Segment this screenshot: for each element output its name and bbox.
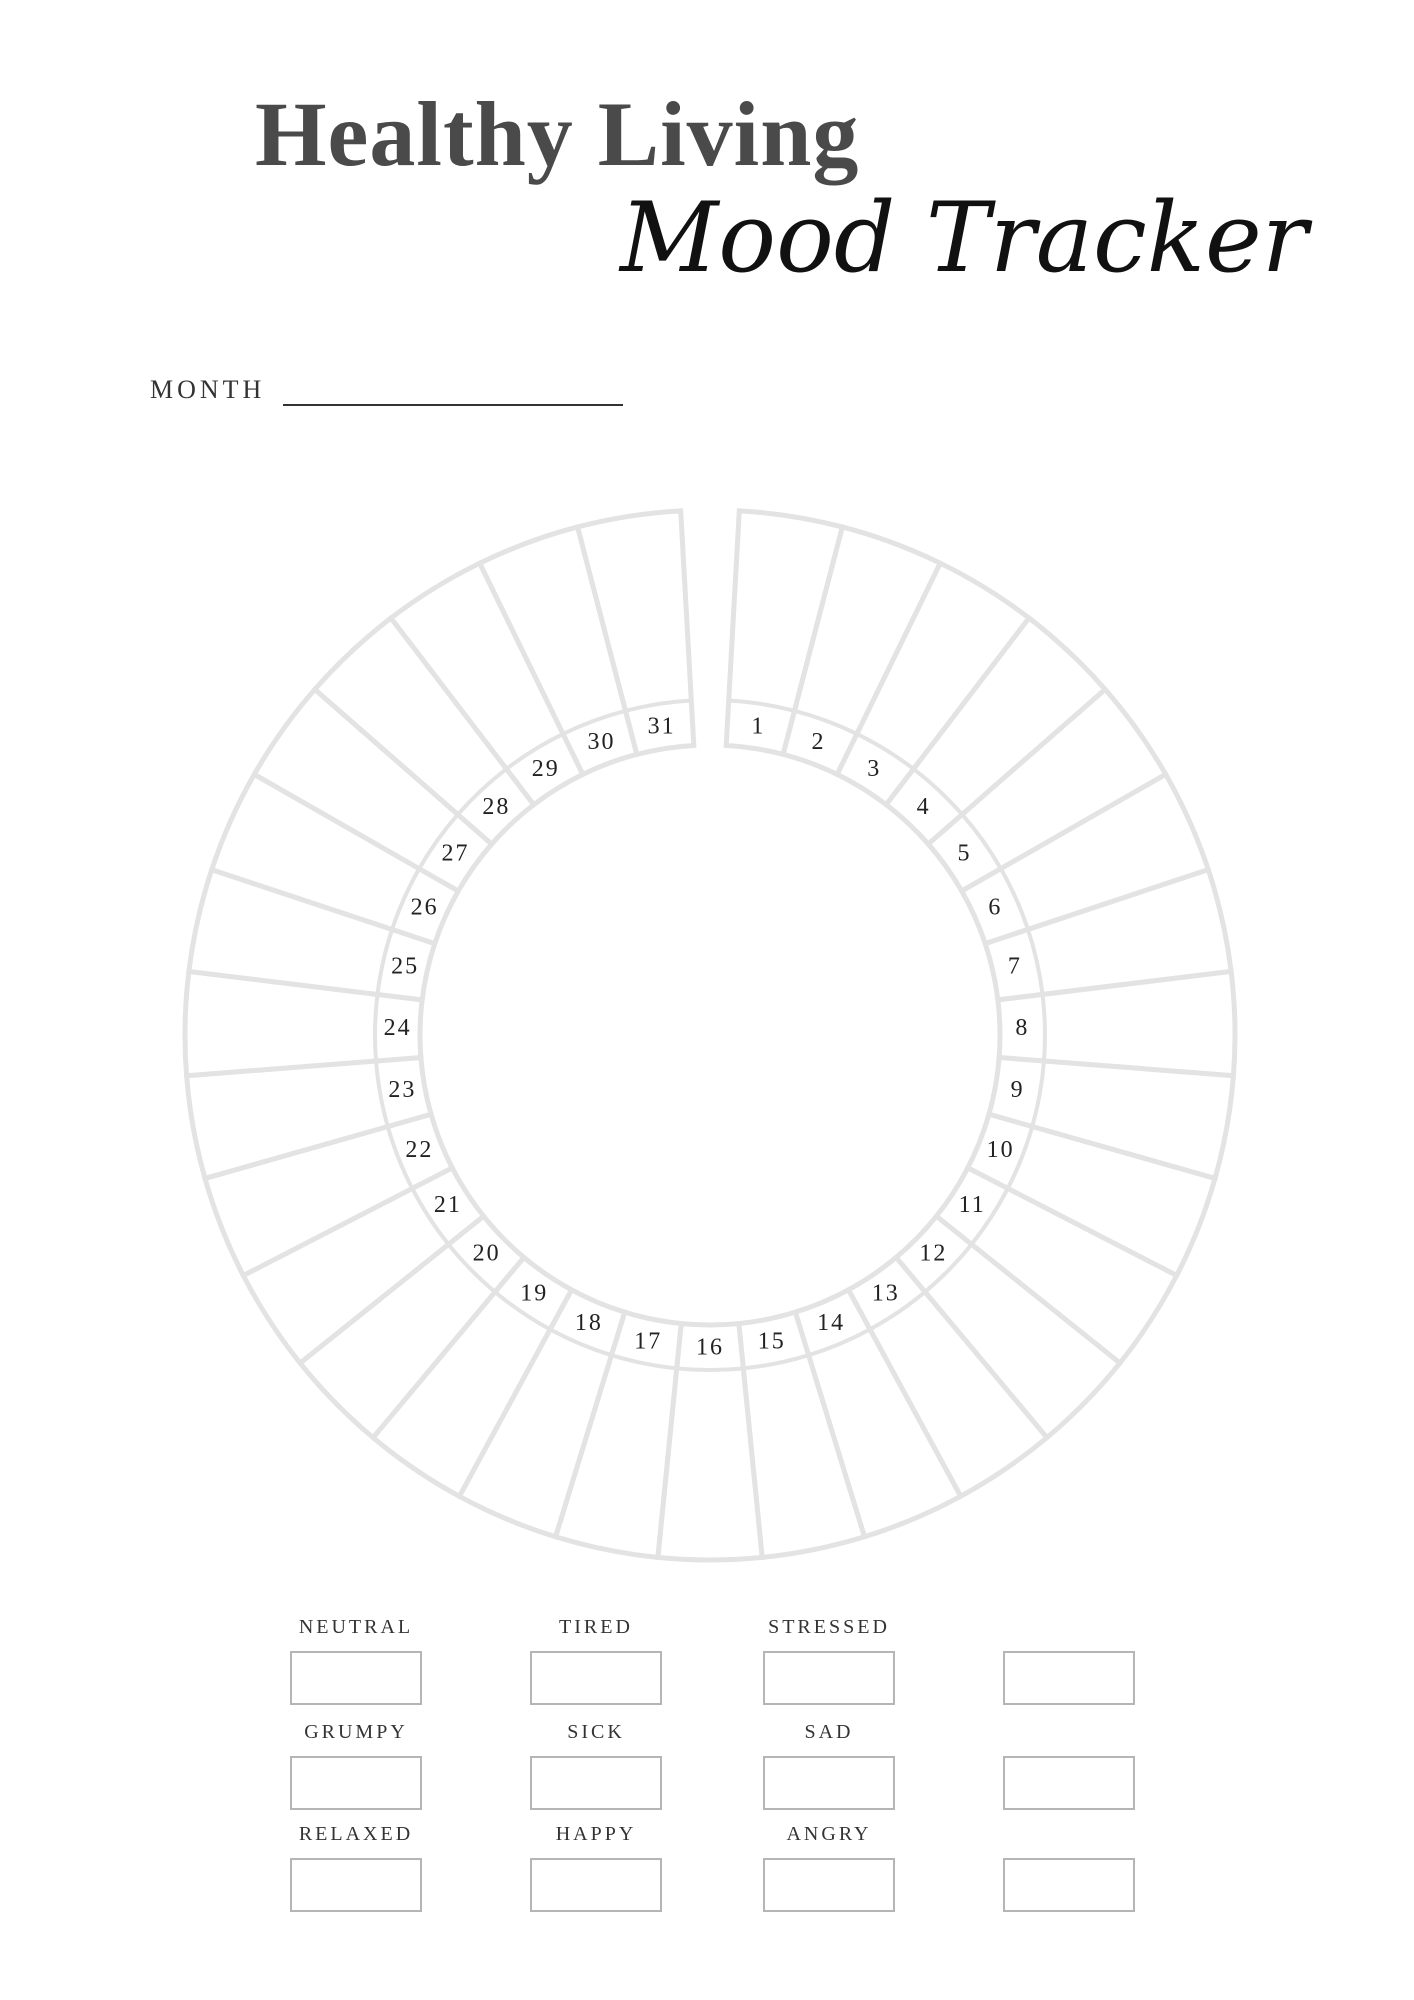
legend-color-box-grumpy[interactable] bbox=[290, 1756, 422, 1810]
day-label-9: 9 bbox=[1010, 1077, 1025, 1104]
day-label-10: 10 bbox=[986, 1136, 1015, 1163]
legend-color-box-sick[interactable] bbox=[530, 1756, 662, 1810]
legend-label-relaxed: RELAXED bbox=[298, 1823, 414, 1845]
month-label: MONTH bbox=[150, 375, 266, 404]
day-label-27: 27 bbox=[441, 840, 470, 867]
day-label-15: 15 bbox=[757, 1328, 786, 1355]
day-label-25: 25 bbox=[391, 953, 420, 980]
day-label-3: 3 bbox=[867, 756, 882, 783]
day-label-1: 1 bbox=[751, 713, 766, 740]
day-label-8: 8 bbox=[1015, 1015, 1030, 1042]
page-subtitle: Mood Tracker bbox=[620, 182, 1308, 294]
legend-color-box-sad[interactable] bbox=[763, 1756, 895, 1810]
day-label-24: 24 bbox=[383, 1015, 412, 1042]
legend-color-box-angry[interactable] bbox=[763, 1858, 895, 1912]
legend-label-angry: ANGRY bbox=[786, 1823, 872, 1845]
day-label-18: 18 bbox=[574, 1310, 603, 1337]
day-label-2: 2 bbox=[811, 728, 826, 755]
day-label-17: 17 bbox=[634, 1328, 663, 1355]
day-label-28: 28 bbox=[482, 793, 511, 820]
day-label-14: 14 bbox=[817, 1310, 846, 1337]
legend-color-box-stressed[interactable] bbox=[763, 1651, 895, 1705]
day-label-21: 21 bbox=[433, 1192, 462, 1219]
day-label-22: 22 bbox=[405, 1136, 434, 1163]
day-label-31: 31 bbox=[647, 713, 676, 740]
legend-label-sick: SICK bbox=[567, 1721, 625, 1743]
legend-label-happy: HAPPY bbox=[555, 1823, 637, 1845]
day-ring-divider bbox=[677, 1368, 744, 1370]
legend-color-box-blank[interactable] bbox=[1003, 1858, 1135, 1912]
legend-label-sad: SAD bbox=[804, 1721, 854, 1743]
day-label-7: 7 bbox=[1007, 953, 1022, 980]
day-label-11: 11 bbox=[958, 1192, 986, 1219]
legend-color-box-neutral[interactable] bbox=[290, 1651, 422, 1705]
legend-label-grumpy: GRUMPY bbox=[304, 1721, 408, 1743]
legend-label-stressed: STRESSED bbox=[768, 1616, 890, 1638]
day-label-30: 30 bbox=[587, 728, 616, 755]
day-label-19: 19 bbox=[520, 1280, 549, 1307]
day-label-13: 13 bbox=[871, 1280, 900, 1307]
legend-color-box-blank[interactable] bbox=[1003, 1651, 1135, 1705]
day-label-16: 16 bbox=[696, 1334, 724, 1361]
day-label-26: 26 bbox=[410, 894, 439, 921]
day-label-4: 4 bbox=[916, 793, 931, 820]
day-label-5: 5 bbox=[957, 840, 972, 867]
legend-color-box-relaxed[interactable] bbox=[290, 1858, 422, 1912]
page-title: Healthy Living bbox=[255, 83, 860, 185]
legend-color-box-blank[interactable] bbox=[1003, 1756, 1135, 1810]
legend-label-neutral: NEUTRAL bbox=[298, 1616, 414, 1638]
legend-color-box-happy[interactable] bbox=[530, 1858, 662, 1912]
legend-color-box-tired[interactable] bbox=[530, 1651, 662, 1705]
day-label-29: 29 bbox=[531, 756, 560, 783]
day-label-12: 12 bbox=[919, 1240, 948, 1267]
day-label-6: 6 bbox=[988, 894, 1003, 921]
legend-label-tired: TIRED bbox=[559, 1616, 633, 1638]
day-label-23: 23 bbox=[388, 1077, 417, 1104]
day-label-20: 20 bbox=[472, 1240, 501, 1267]
